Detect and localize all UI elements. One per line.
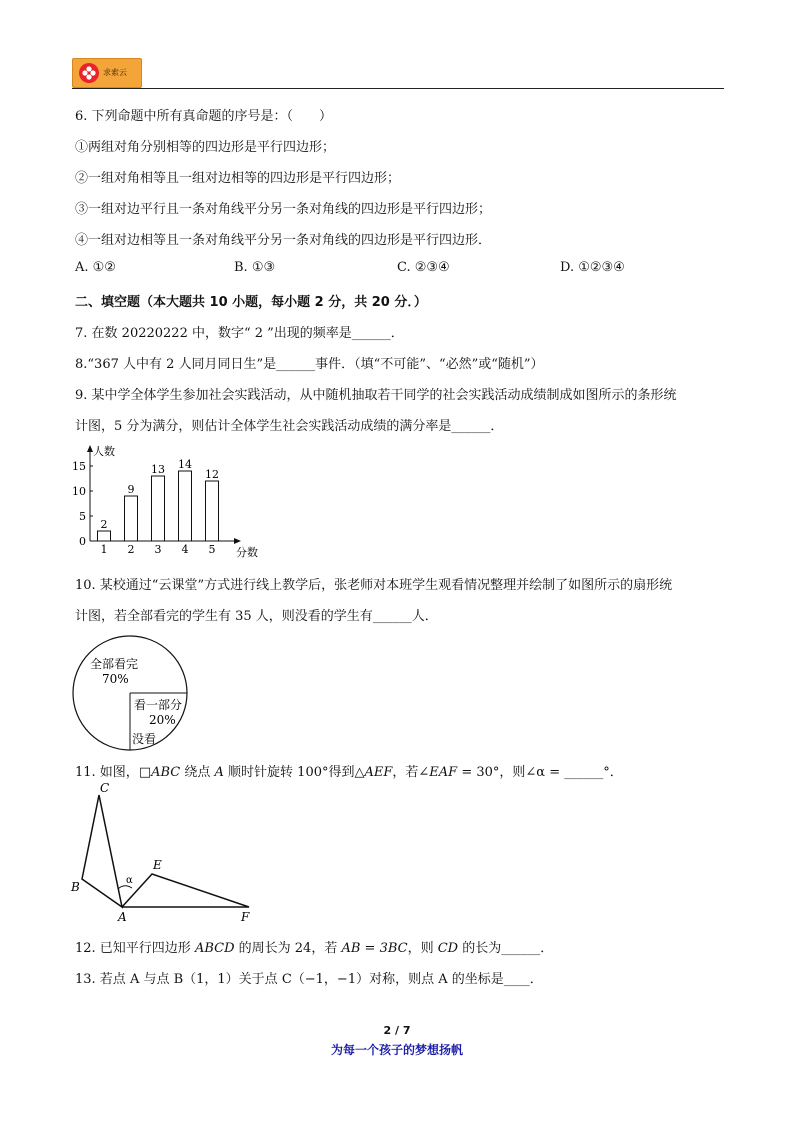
flower-logo-icon (79, 63, 99, 83)
bar (98, 531, 111, 541)
q11: 11. 如图，□ABC 绕点 A 顺时针旋转 100°得到△AEF，若∠EAF = 30°，则∠α = ______°． (75, 765, 623, 780)
label-f: F (241, 910, 250, 922)
q7: 7. 在数 20220222 中，数字“ 2 ”出现的频率是______． (75, 326, 404, 341)
logo-text: 求索云 (103, 68, 127, 77)
pie-pct-part: 20% (149, 713, 176, 727)
y-axis-label: 人数 (93, 445, 115, 458)
label-a: A (118, 910, 127, 922)
x-axis-arrow (234, 538, 241, 544)
q13: 13. 若点 A 与点 B（1，1）关于点 C（−1，−1）对称，则点 A 的坐标是____． (75, 972, 543, 987)
bar-value-label: 2 (100, 518, 108, 531)
q6-option-b: B. ①③ (234, 260, 276, 275)
q6-item-3: ③一组对边平行且一条对角线平分另一条对角线的四边形是平行四边形； (75, 202, 492, 217)
pie-chart-svg (66, 633, 196, 753)
bar-value-label: 12 (205, 468, 219, 481)
bar-value-label: 13 (151, 463, 165, 476)
x-tick-label: 2 (127, 543, 135, 556)
x-tick-label: 1 (100, 543, 108, 556)
pie-pct-all: 70% (102, 672, 129, 686)
y-tick-label: 0 (79, 535, 86, 548)
bar-chart (60, 440, 280, 562)
q12: 12. 已知平行四边形 ABCD 的周长为 24，若 AB = 3BC，则 CD 的长为______． (75, 941, 554, 956)
figure-rotation (66, 782, 266, 922)
bar-value-label: 14 (178, 458, 192, 471)
angle-alpha-arc (118, 886, 132, 889)
page-number: 2 / 7 (383, 1024, 411, 1037)
pie-chart (66, 633, 196, 753)
q6-item-2: ②一组对角相等且一组对边相等的四边形是平行四边形； (75, 171, 401, 186)
x-tick-label: 3 (154, 543, 162, 556)
q10-line2: 计图，若全部看完的学生有 35 人，则没看的学生有______人． (75, 609, 438, 624)
y-tick-label: 10 (72, 485, 86, 498)
q6-option-d: D. ①②③④ (560, 260, 625, 275)
q9-line2: 计图，5 分为满分，则估计全体学生社会实践活动成绩的满分率是______． (75, 419, 504, 434)
header-divider (72, 88, 724, 89)
bar-chart-svg (60, 440, 280, 562)
bar (125, 496, 138, 541)
q6-option-c: C. ②③④ (397, 260, 450, 275)
x-axis-label: 分数 (236, 546, 258, 559)
y-tick-label: 5 (79, 510, 86, 523)
q10-line1: 10. 某校通过“云课堂”方式进行线上教学后，张老师对本班学生观看情况整理并绘制了如图所示的扇形统 (75, 578, 673, 593)
x-tick-label: 4 (181, 543, 189, 556)
bar (206, 481, 219, 541)
triangle-abc (82, 795, 122, 907)
q6-item-1: ①两组对角分别相等的四边形是平行四边形； (75, 140, 336, 155)
q6-stem: 6. 下列命题中所有真命题的序号是：（ ） (75, 109, 333, 124)
x-tick-label: 5 (208, 543, 216, 556)
triangle-aef (122, 874, 249, 907)
q8: 8.“367 人中有 2 人同月同日生”是______事件．（填“不可能”、“必然”或“随机”） (75, 357, 544, 372)
bar (152, 476, 165, 541)
section-title: 二、填空题（本大题共 10 小题，每小题 2 分，共 20 分．） (75, 295, 427, 310)
brand-logo (72, 58, 142, 88)
label-c: C (100, 782, 110, 795)
bar (179, 471, 192, 541)
bar-value-label: 9 (127, 483, 135, 496)
label-b: B (71, 880, 80, 894)
pie-label-part: 看一部分 (134, 698, 183, 712)
label-e: E (153, 858, 162, 872)
q9-line1: 9. 某中学全体学生参加社会实践活动，从中随机抽取若干同学的社会实践活动成绩制成如图所示的条形统 (75, 388, 677, 403)
pie-label-all: 全部看完 (90, 657, 139, 671)
label-alpha: α (126, 875, 133, 886)
q6-item-4: ④一组对边相等且一条对角线平分另一条对角线的四边形是平行四边形． (75, 233, 492, 248)
pie-label-none: 没看 (132, 732, 157, 746)
q6-option-a: A. ①② (75, 260, 116, 275)
y-tick-label: 15 (72, 460, 86, 473)
footer-slogan: 为每一个孩子的梦想扬帆 (330, 1043, 463, 1057)
